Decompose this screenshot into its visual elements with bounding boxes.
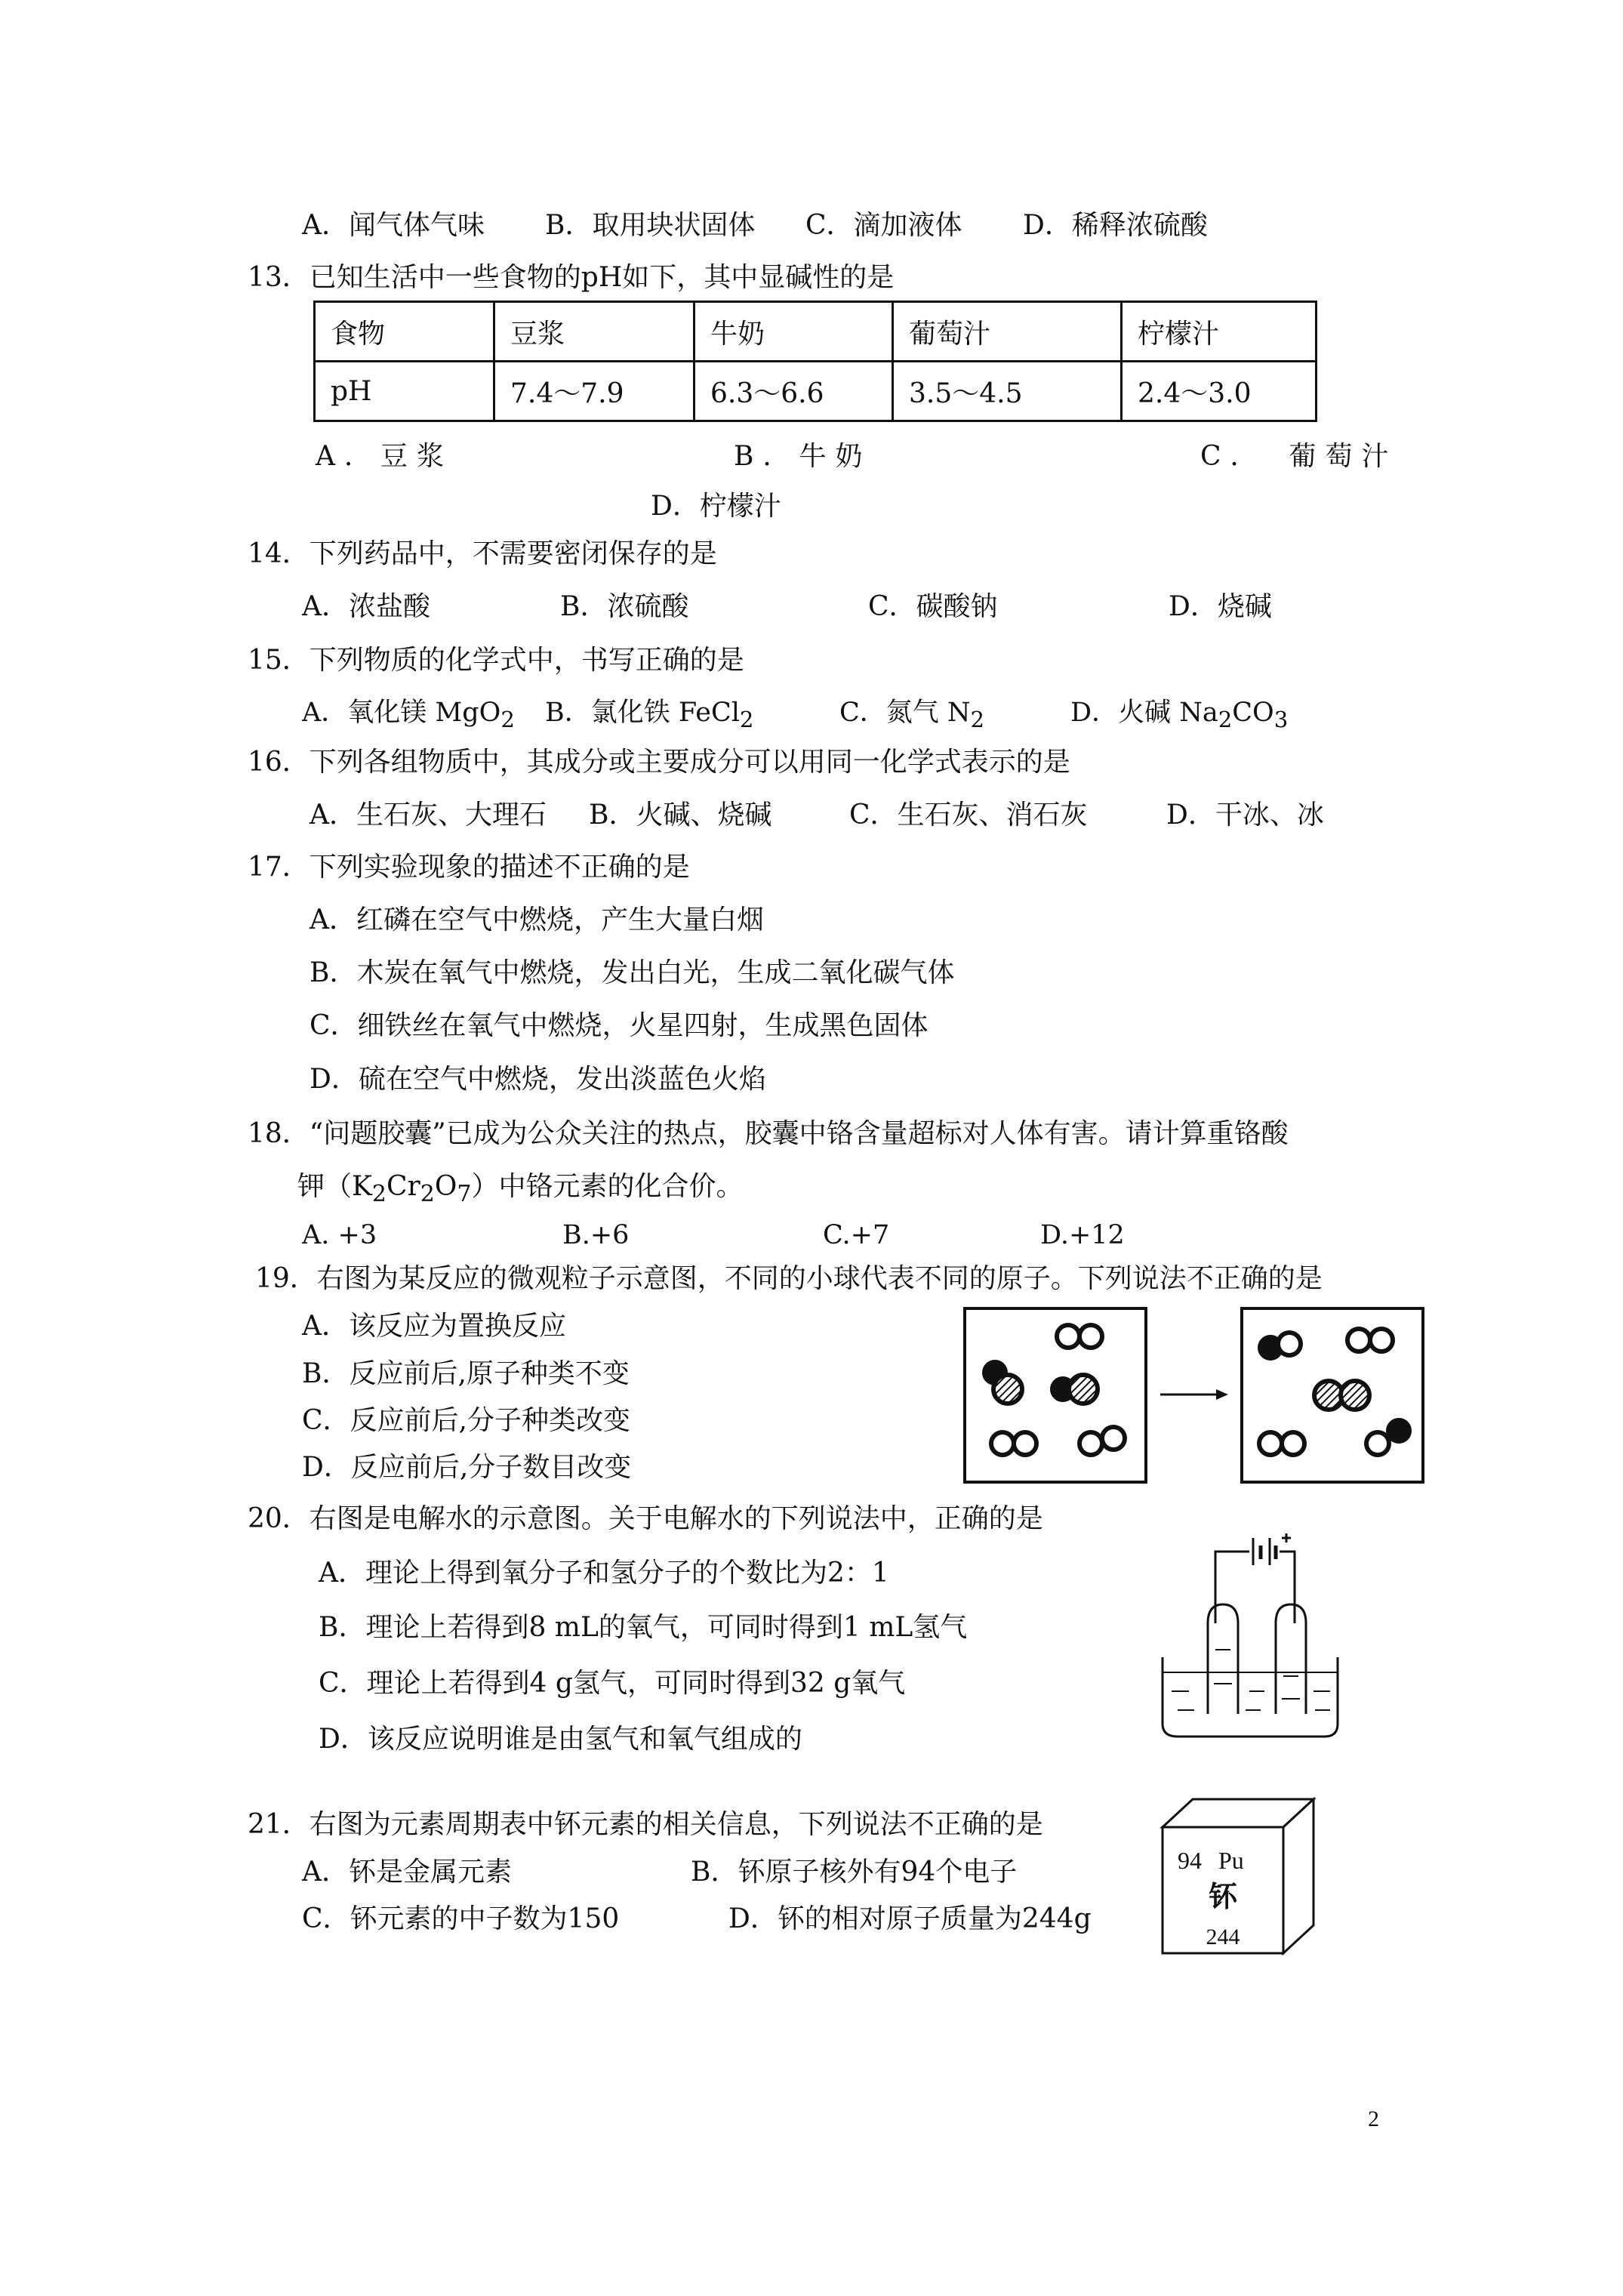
q16-option-c: C．生石灰、消石灰 [849, 800, 1088, 831]
q15-option-c [839, 696, 984, 736]
tile-side [1283, 1799, 1313, 1953]
table-cell: 葡萄汁 [893, 302, 1122, 362]
table-cell: 豆浆 [494, 302, 694, 362]
electrolysis-diagram [1147, 1521, 1351, 1748]
q15-option-a [302, 696, 515, 736]
table-cell: 柠檬汁 [1122, 302, 1317, 362]
q21-option-a: A．钚是金属元素 [302, 1857, 512, 1888]
q16-option-b: B．火碱、烧碱 [589, 800, 772, 831]
element-tile [1155, 1793, 1321, 1959]
text: ）中铬元素的化合价。 [471, 1171, 744, 1202]
q20-option-d: D．该反应说明谁是由氢气和氧气组成的 [319, 1724, 802, 1755]
ph-table [313, 300, 1317, 422]
q21-option-c: C．钚元素的中子数为150 [302, 1903, 620, 1934]
table-cell: 食物 [315, 302, 494, 362]
q18-option-a: A. +3 [302, 1220, 377, 1250]
option-label: C．氮气 [839, 698, 947, 728]
q14-option-a: A．浓盐酸 [302, 591, 430, 622]
text: Cr [387, 1171, 420, 1202]
reaction-diagram [962, 1306, 1431, 1487]
q21-stem: 21．右图为元素周期表中钚元素的相关信息，下列说法不正确的是 [248, 1809, 1043, 1840]
q13-option-a: A．豆浆 [316, 441, 453, 472]
q16-option-a: A．生石灰、大理石 [310, 800, 547, 831]
subscript: 2 [970, 707, 985, 732]
table-row [315, 362, 1317, 421]
q17-option-a: A．红磷在空气中燃烧，产生大量白烟 [310, 905, 764, 935]
text: O [434, 1171, 457, 1202]
q17-option-d: D．硫在空气中燃烧，发出淡蓝色火焰 [310, 1064, 766, 1095]
element-symbol: Pu [1218, 1847, 1244, 1874]
q13-option-b: B．牛奶 [734, 441, 872, 472]
q12-option-b: B．取用块状固体 [545, 210, 756, 241]
q18-stem-line1: 18．“问题胶囊”已成为公众关注的热点，胶囊中铬含量超标对人体有害。请计算重铬酸 [248, 1118, 1289, 1149]
q14-option-c: C．碳酸钠 [868, 591, 998, 622]
q19-option-b: B．反应前后,原子种类不变 [302, 1358, 630, 1389]
q17-option-c: C．细铁丝在氧气中燃烧，火星四射，生成黑色固体 [310, 1010, 929, 1041]
q19-option-a: A．该反应为置换反应 [302, 1311, 566, 1342]
option-label: D．火碱 [1070, 698, 1180, 728]
q15-option-d [1070, 696, 1288, 736]
q16-stem: 16．下列各组物质中，其成分或主要成分可以用同一化学式表示的是 [248, 747, 1070, 778]
subscript: 2 [500, 707, 515, 732]
formula: CO [1232, 698, 1274, 728]
q12-option-a: A．闻气体气味 [302, 210, 485, 241]
q20-option-c: C．理论上若得到4 g氢气，可同时得到32 g氧气 [319, 1668, 906, 1699]
option-label: B．氯化铁 [545, 698, 679, 728]
q14-stem: 14．下列药品中，不需要密闭保存的是 [248, 538, 717, 569]
q14-option-d: D．烧碱 [1169, 591, 1272, 622]
table-cell: 3.5～4.5 [893, 362, 1122, 421]
subscript: 3 [1273, 707, 1289, 732]
element-mass: 244 [1206, 1925, 1240, 1949]
subscript: 2 [420, 1181, 435, 1208]
table-row [315, 302, 1317, 362]
formula: MgO [435, 698, 501, 728]
table-cell: 牛奶 [694, 302, 893, 362]
table-cell: pH [315, 362, 494, 421]
element-name: 钚 [1208, 1879, 1238, 1913]
subscript: 2 [1218, 707, 1233, 732]
q15-option-b [545, 696, 753, 736]
q13-option-d: D．柠檬汁 [651, 491, 781, 522]
subscript: 2 [739, 707, 754, 732]
page-number: 2 [1368, 2106, 1379, 2131]
element-number: 94 [1178, 1847, 1202, 1874]
q13-option-c: C． 葡萄汁 [1200, 441, 1398, 472]
q12-option-d: D．稀释浓硫酸 [1023, 210, 1208, 241]
q15-stem: 15．下列物质的化学式中，书写正确的是 [248, 645, 744, 676]
q18-option-c: C.+7 [823, 1220, 890, 1250]
q19-option-d: D．反应前后,分子数目改变 [302, 1452, 632, 1483]
q21-option-d: D．钚的相对原子质量为244g [728, 1903, 1092, 1934]
q21-option-b: B．钚原子核外有94个电子 [691, 1857, 1018, 1888]
q17-stem: 17．下列实验现象的描述不正确的是 [248, 852, 690, 883]
table-cell: 2.4～3.0 [1122, 362, 1317, 421]
q17-option-b: B．木炭在氧气中燃烧，发出白光，生成二氧化碳气体 [310, 957, 955, 988]
text: 钾（K [297, 1171, 372, 1202]
q19-option-c: C．反应前后,分子种类改变 [302, 1405, 630, 1436]
subscript: 7 [457, 1181, 472, 1208]
q20-stem: 20．右图是电解水的示意图。关于电解水的下列说法中，正确的是 [248, 1503, 1043, 1534]
option-label: A．氧化镁 [302, 698, 436, 728]
table-cell: 7.4～7.9 [494, 362, 694, 421]
q20-option-b: B．理论上若得到8 mL的氧气，可同时得到1 mL氢气 [319, 1612, 968, 1643]
formula: Na [1179, 698, 1218, 728]
q18-option-b: B.+6 [562, 1220, 630, 1250]
table-cell: 6.3～6.6 [694, 362, 893, 421]
arrow-head [1216, 1389, 1228, 1400]
q18-stem-line2 [297, 1170, 743, 1211]
q14-option-b: B．浓硫酸 [560, 591, 689, 622]
formula: FeCl [678, 698, 740, 728]
q13-stem: 13．已知生活中一些食物的pH如下，其中显碱性的是 [248, 262, 895, 293]
q12-option-c: C．滴加液体 [805, 210, 962, 241]
q20-option-a: A．理论上得到氧分子和氢分子的个数比为2：1 [319, 1558, 889, 1589]
formula: N [947, 698, 971, 728]
q16-option-d: D．干冰、冰 [1166, 800, 1324, 831]
q19-stem: 19．右图为某反应的微观粒子示意图，不同的小球代表不同的原子。下列说法不正确的是 [255, 1263, 1323, 1294]
q18-option-d: D.+12 [1040, 1220, 1125, 1250]
subscript: 2 [371, 1181, 387, 1208]
